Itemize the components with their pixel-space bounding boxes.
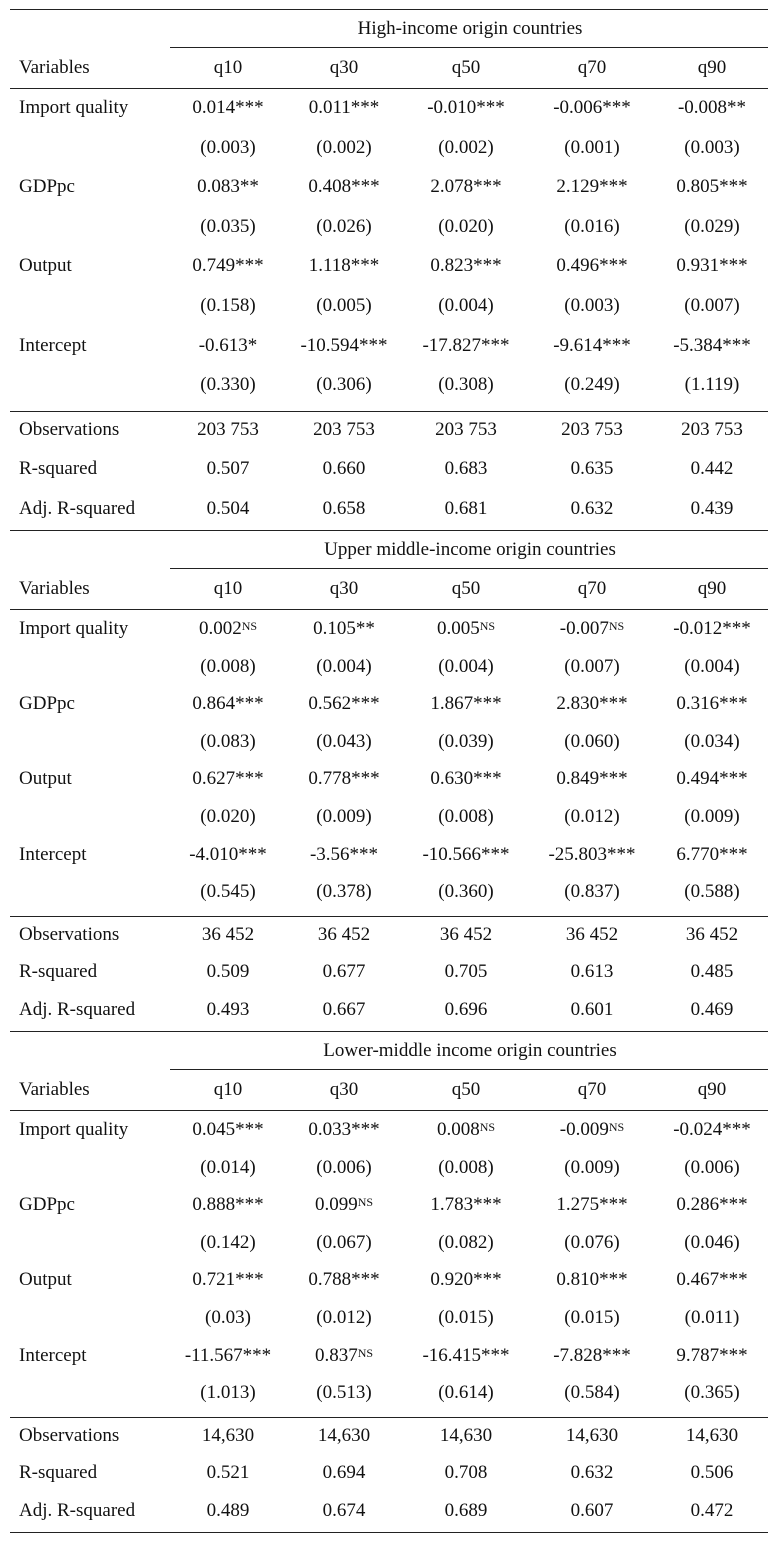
coefficient-cell: 1.783***	[430, 1194, 502, 1216]
stat-cell: 0.607	[570, 1499, 614, 1521]
coefficient-cell: -5.384***	[673, 334, 751, 356]
coefficient-cell: -3.56***	[309, 843, 379, 865]
standard-error-cell: (0.026)	[316, 215, 372, 237]
column-header-q30: q30	[329, 1079, 359, 1100]
coefficient-cell: 1.275***	[556, 1194, 628, 1216]
stat-label: Observations	[19, 418, 120, 440]
panel-title-rule	[170, 47, 768, 48]
panel-title: Upper middle-income origin countries	[324, 539, 616, 560]
coefficient-cell: 2.830***	[556, 693, 628, 715]
standard-error-cell: (0.588)	[684, 881, 740, 903]
column-header-q10: q10	[213, 57, 243, 78]
significance-superscript: NS	[479, 619, 496, 633]
row-label: Import quality	[19, 1119, 129, 1140]
significance-superscript: NS	[357, 1195, 374, 1210]
coefficient-cell: -0.010***	[427, 97, 505, 118]
panel-title-rule	[170, 1069, 768, 1070]
standard-error-cell: (0.545)	[200, 881, 256, 903]
standard-error-cell: (0.009)	[316, 806, 372, 827]
row-label: Output	[19, 255, 72, 277]
panel-title-rule	[170, 568, 768, 569]
coefficient-cell: -0.012***	[673, 618, 751, 639]
standard-error-cell: (0.004)	[316, 655, 372, 677]
standard-error-cell: (0.306)	[316, 374, 372, 396]
standard-error-cell: (0.008)	[200, 655, 256, 677]
stat-cell: 0.506	[690, 1462, 734, 1484]
coefficient-cell: -0.024***	[673, 1119, 751, 1140]
standard-error-cell: (0.011)	[684, 1307, 740, 1328]
standard-error-cell: (0.004)	[684, 655, 740, 677]
row-label: Output	[19, 768, 72, 790]
stat-cell: 0.635	[570, 458, 614, 480]
stat-cell: 203 753	[435, 418, 497, 440]
coefficient-cell: 0.810***	[556, 1269, 628, 1291]
standard-error-cell: (0.003)	[684, 136, 740, 158]
coefficient-cell: -25.803***	[548, 843, 636, 865]
stat-cell: 0.683	[444, 458, 488, 480]
variables-header: Variables	[19, 578, 90, 599]
row-label: Import quality	[19, 97, 129, 118]
standard-error-cell: (0.043)	[316, 730, 372, 752]
standard-error-cell: (0.039)	[438, 730, 494, 752]
row-label: Intercept	[19, 1344, 87, 1366]
standard-error-cell: (0.006)	[316, 1156, 372, 1178]
coefficient-cell: 0.496***	[556, 255, 628, 277]
column-header-q70: q70	[577, 578, 607, 599]
stat-cell: 14,630	[685, 1424, 739, 1446]
stat-cell: 0.681	[444, 498, 488, 519]
standard-error-cell: (0.308)	[438, 374, 494, 396]
stat-label: R-squared	[19, 1462, 98, 1484]
standard-error-cell: (0.001)	[564, 136, 620, 158]
stat-cell: 0.694	[322, 1462, 366, 1484]
standard-error-cell: (0.008)	[438, 1156, 494, 1178]
standard-error-cell: (0.249)	[564, 374, 620, 396]
standard-error-cell: (0.007)	[564, 655, 620, 677]
row-label: Intercept	[19, 843, 87, 865]
stat-cell: 0.689	[444, 1499, 488, 1521]
column-header-q70: q70	[577, 57, 607, 78]
stat-cell: 0.674	[322, 1499, 366, 1521]
stat-cell: 0.677	[322, 961, 366, 983]
stats-rule	[10, 411, 768, 412]
coefficient-cell: $-0.007^{NS}$	[559, 618, 625, 639]
panel-top-rule	[10, 9, 768, 10]
row-label: GDPpc	[19, 693, 75, 715]
standard-error-cell: (0.060)	[564, 730, 620, 752]
coefficient-cell: 0.749***	[192, 255, 264, 277]
standard-error-cell: (0.614)	[438, 1382, 494, 1404]
column-header-q30: q30	[329, 578, 359, 599]
significance-superscript: NS	[241, 619, 258, 633]
stat-cell: 0.660	[322, 458, 366, 480]
row-label: Intercept	[19, 334, 87, 356]
stat-cell: 14,630	[317, 1424, 371, 1446]
stat-cell: 14,630	[439, 1424, 493, 1446]
coefficient-cell: $0.837^{NS}$	[314, 1344, 374, 1366]
coefficient-cell: $0.008^{NS}$	[436, 1119, 496, 1140]
coefficient-cell: 0.778***	[308, 768, 380, 790]
standard-error-cell: (0.006)	[684, 1156, 740, 1178]
stat-cell: 0.705	[444, 961, 488, 983]
row-label: GDPpc	[19, 1194, 75, 1216]
coefficient-cell: -10.594***	[300, 334, 388, 356]
coefficient-cell: 0.467***	[676, 1269, 748, 1291]
coefficient-cell: 0.408***	[308, 176, 380, 198]
stat-cell: 0.658	[322, 498, 366, 519]
standard-error-cell: (0.012)	[316, 1307, 372, 1328]
standard-error-cell: (1.119)	[684, 374, 740, 396]
stat-cell: 203 753	[313, 418, 375, 440]
header-rule	[10, 88, 768, 89]
significance-superscript: NS	[608, 1120, 625, 1134]
stat-cell: 0.613	[570, 961, 614, 983]
column-header-q50: q50	[451, 57, 481, 78]
stat-label: Adj. R-squared	[19, 1499, 136, 1521]
column-header-q90: q90	[697, 1079, 727, 1100]
standard-error-cell: (0.142)	[200, 1231, 256, 1253]
coefficient-cell: 0.494***	[676, 768, 748, 790]
stat-cell: 0.504	[206, 498, 250, 519]
standard-error-cell: (0.03)	[205, 1307, 251, 1328]
standard-error-cell: (0.004)	[438, 295, 494, 316]
standard-error-cell: (0.034)	[684, 730, 740, 752]
header-rule	[10, 1110, 768, 1111]
standard-error-cell: (0.837)	[564, 881, 620, 903]
coefficient-cell: 0.931***	[676, 255, 748, 277]
stat-cell: 36 452	[439, 923, 493, 945]
stat-cell: 14,630	[565, 1424, 619, 1446]
column-header-q50: q50	[451, 578, 481, 599]
column-header-q90: q90	[697, 578, 727, 599]
significance-superscript: NS	[357, 1345, 374, 1360]
panel-top-rule	[10, 1031, 768, 1032]
stat-cell: 203 753	[561, 418, 623, 440]
standard-error-cell: (1.013)	[200, 1382, 256, 1404]
stat-cell: 0.485	[690, 961, 734, 983]
stat-label: R-squared	[19, 961, 98, 983]
coefficient-cell: 0.316***	[676, 693, 748, 715]
column-header-q10: q10	[213, 578, 243, 599]
coefficient-cell: 0.105**	[313, 618, 375, 639]
stat-cell: 203 753	[197, 418, 259, 440]
coefficient-cell: -4.010***	[189, 843, 267, 865]
stat-cell: 0.472	[690, 1499, 734, 1521]
column-header-q10: q10	[213, 1079, 243, 1100]
coefficient-cell: 9.787***	[676, 1344, 748, 1366]
coefficient-cell: -9.614***	[553, 334, 631, 356]
stat-label: Observations	[19, 1424, 120, 1446]
coefficient-cell: $-0.009^{NS}$	[559, 1119, 625, 1140]
coefficient-cell: 0.083**	[197, 176, 259, 198]
standard-error-cell: (0.003)	[200, 136, 256, 158]
standard-error-cell: (0.007)	[684, 295, 740, 316]
column-header-q50: q50	[451, 1079, 481, 1100]
coefficient-cell: 0.045***	[192, 1119, 264, 1140]
column-header-q70: q70	[577, 1079, 607, 1100]
coefficient-cell: -10.566***	[422, 843, 510, 865]
standard-error-cell: (0.003)	[564, 295, 620, 316]
stat-cell: 0.442	[690, 458, 734, 480]
stat-cell: 36 452	[317, 923, 371, 945]
standard-error-cell: (0.083)	[200, 730, 256, 752]
column-header-q90: q90	[697, 57, 727, 78]
stats-rule	[10, 916, 768, 917]
stats-rule	[10, 1417, 768, 1418]
standard-error-cell: (0.378)	[316, 881, 372, 903]
coefficient-cell: 2.078***	[430, 176, 502, 198]
standard-error-cell: (0.020)	[438, 215, 494, 237]
coefficient-cell: -0.008**	[677, 97, 747, 118]
column-header-q30: q30	[329, 57, 359, 78]
table-bottom-rule	[10, 1532, 768, 1533]
coefficient-cell: $0.099^{NS}$	[314, 1194, 374, 1216]
stat-cell: 0.696	[444, 998, 488, 1020]
coefficient-cell: -16.415***	[422, 1344, 510, 1366]
row-label: GDPpc	[19, 176, 75, 198]
coefficient-cell: 0.920***	[430, 1269, 502, 1291]
coefficient-cell: $0.005^{NS}$	[436, 618, 496, 639]
coefficient-cell: 0.788***	[308, 1269, 380, 1291]
coefficient-cell: 0.823***	[430, 255, 502, 277]
row-label: Import quality	[19, 618, 129, 639]
standard-error-cell: (0.015)	[564, 1307, 620, 1328]
stat-cell: 203 753	[681, 418, 743, 440]
stat-cell: 0.469	[690, 998, 734, 1020]
stat-cell: 0.493	[206, 998, 250, 1020]
significance-superscript: NS	[479, 1120, 496, 1134]
coefficient-cell: 0.014***	[192, 97, 264, 118]
standard-error-cell: (0.365)	[684, 1382, 740, 1404]
standard-error-cell: (0.002)	[438, 136, 494, 158]
stat-cell: 36 452	[565, 923, 619, 945]
stat-label: Adj. R-squared	[19, 998, 136, 1020]
stat-cell: 0.632	[570, 498, 614, 519]
standard-error-cell: (0.360)	[438, 881, 494, 903]
coefficient-cell: 0.286***	[676, 1194, 748, 1216]
stat-cell: 14,630	[201, 1424, 255, 1446]
coefficient-cell: -0.613*	[198, 334, 258, 356]
stat-cell: 0.632	[570, 1462, 614, 1484]
stat-cell: 0.708	[444, 1462, 488, 1484]
stat-label: Observations	[19, 923, 120, 945]
significance-superscript: NS	[608, 619, 625, 633]
panel-top-rule	[10, 530, 768, 531]
standard-error-cell: (0.008)	[438, 806, 494, 827]
coefficient-cell: 1.867***	[430, 693, 502, 715]
stat-cell: 0.601	[570, 998, 614, 1020]
standard-error-cell: (0.330)	[200, 374, 256, 396]
coefficient-cell: 0.721***	[192, 1269, 264, 1291]
standard-error-cell: (0.076)	[564, 1231, 620, 1253]
coefficient-cell: 0.864***	[192, 693, 264, 715]
stat-cell: 36 452	[685, 923, 739, 945]
standard-error-cell: (0.513)	[316, 1382, 372, 1404]
variables-header: Variables	[19, 57, 90, 78]
panel-title: High-income origin countries	[357, 18, 583, 39]
standard-error-cell: (0.584)	[564, 1382, 620, 1404]
coefficient-cell: $0.002^{NS}$	[198, 618, 258, 639]
standard-error-cell: (0.029)	[684, 215, 740, 237]
coefficient-cell: -0.006***	[553, 97, 631, 118]
coefficient-cell: 0.630***	[430, 768, 502, 790]
coefficient-cell: 0.033***	[308, 1119, 380, 1140]
standard-error-cell: (0.015)	[438, 1307, 494, 1328]
coefficient-cell: 0.888***	[192, 1194, 264, 1216]
coefficient-cell: -11.567***	[184, 1344, 272, 1366]
standard-error-cell: (0.014)	[200, 1156, 256, 1178]
coefficient-cell: -17.827***	[422, 334, 510, 356]
coefficient-cell: 0.627***	[192, 768, 264, 790]
coefficient-cell: 0.011***	[308, 97, 380, 118]
stat-label: R-squared	[19, 458, 98, 480]
header-rule	[10, 609, 768, 610]
standard-error-cell: (0.012)	[564, 806, 620, 827]
standard-error-cell: (0.067)	[316, 1231, 372, 1253]
standard-error-cell: (0.005)	[316, 295, 372, 316]
standard-error-cell: (0.020)	[200, 806, 256, 827]
standard-error-cell: (0.016)	[564, 215, 620, 237]
variables-header: Variables	[19, 1079, 90, 1100]
standard-error-cell: (0.009)	[564, 1156, 620, 1178]
row-label: Output	[19, 1269, 72, 1291]
standard-error-cell: (0.002)	[316, 136, 372, 158]
coefficient-cell: 0.562***	[308, 693, 380, 715]
coefficient-cell: 1.118***	[308, 255, 380, 277]
standard-error-cell: (0.035)	[200, 215, 256, 237]
standard-error-cell: (0.009)	[684, 806, 740, 827]
standard-error-cell: (0.082)	[438, 1231, 494, 1253]
stat-cell: 0.509	[206, 961, 250, 983]
panel-title: Lower-middle income origin countries	[323, 1040, 617, 1061]
stat-cell: 36 452	[201, 923, 255, 945]
coefficient-cell: -7.828***	[553, 1344, 631, 1366]
stat-cell: 0.507	[206, 458, 250, 480]
stat-cell: 0.667	[322, 998, 366, 1020]
standard-error-cell: (0.158)	[200, 295, 256, 316]
stat-cell: 0.521	[206, 1462, 250, 1484]
stat-label: Adj. R-squared	[19, 498, 136, 519]
coefficient-cell: 0.849***	[556, 768, 628, 790]
standard-error-cell: (0.004)	[438, 655, 494, 677]
stat-cell: 0.439	[690, 498, 734, 519]
coefficient-cell: 6.770***	[676, 843, 748, 865]
standard-error-cell: (0.046)	[684, 1231, 740, 1253]
coefficient-cell: 2.129***	[556, 176, 628, 198]
stat-cell: 0.489	[206, 1499, 250, 1521]
coefficient-cell: 0.805***	[676, 176, 748, 198]
